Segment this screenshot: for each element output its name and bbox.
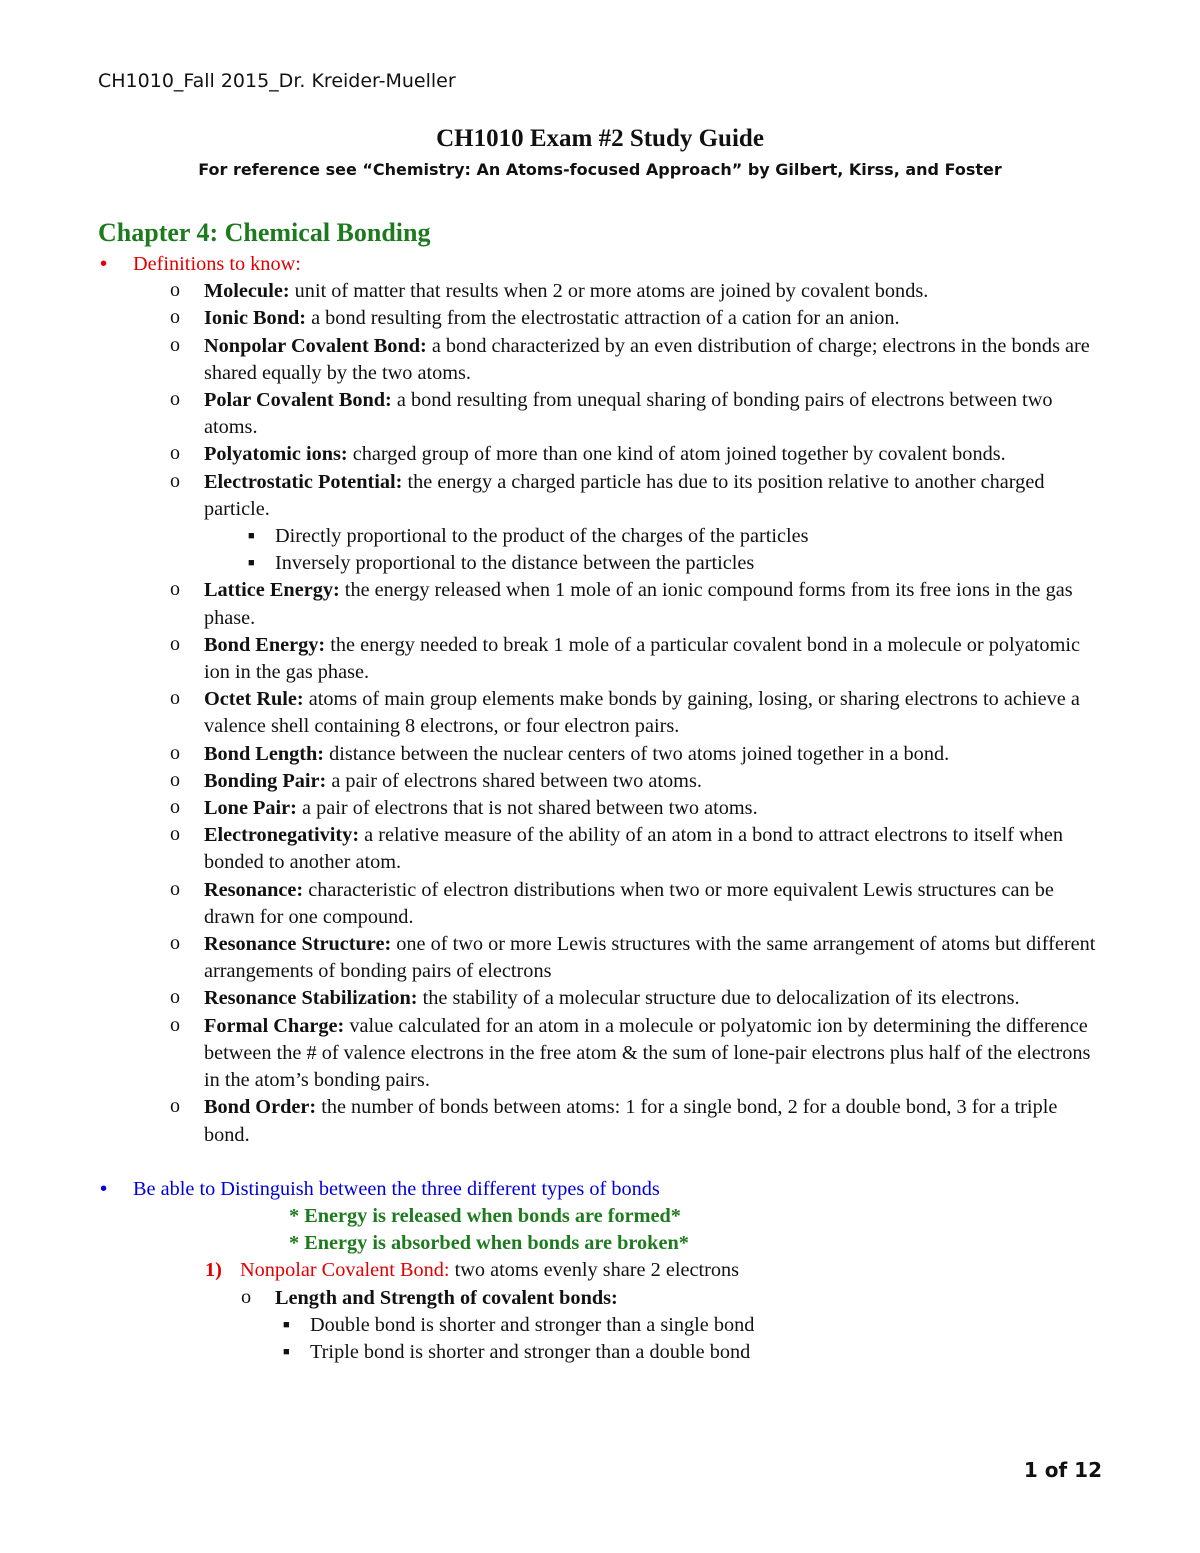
definition-text: the energy needed to break 1 mole of a particular covalent bond in a molecule or polyatomic ion in the gas phase. xyxy=(204,633,1080,684)
definition-item xyxy=(98,305,1108,332)
numbered-item-nonpolar xyxy=(98,1257,1108,1284)
definition-text: distance between the nuclear centers of two atoms joined together in a bond. xyxy=(324,742,950,765)
definition-term: Electronegativity: xyxy=(204,824,360,847)
definitions-heading: Definitions to know: xyxy=(133,253,301,275)
numbered-text: two atoms evenly share 2 electrons xyxy=(449,1259,740,1282)
square-bullet-icon: ■ xyxy=(283,1318,290,1331)
definition-item xyxy=(98,1094,1108,1148)
definitions-list xyxy=(98,278,1108,1149)
length-strength-heading: Length and Strength of covalent bonds: xyxy=(275,1286,618,1309)
definition-term: Polyatomic ions: xyxy=(204,443,348,466)
definition-item xyxy=(98,278,1108,305)
definition-term: Lone Pair: xyxy=(204,797,297,820)
circle-bullet-icon: o xyxy=(170,823,180,846)
definition-text: the energy released when 1 mole of an ionic compound forms from its free ions in the gas phase. xyxy=(204,579,1073,629)
definition-term: Bond Length: xyxy=(204,742,325,765)
definition-term: Molecule: xyxy=(204,280,290,303)
definition-item xyxy=(98,741,1108,768)
circle-bullet-icon: o xyxy=(170,279,180,302)
definition-text: a bond resulting from unequal sharing of bonding pairs of electrons between two atoms. xyxy=(204,389,1053,439)
square-bullet-icon: ■ xyxy=(283,1345,290,1358)
chapter-heading: Chapter 4: Chemical Bonding xyxy=(98,218,431,247)
circle-bullet-icon: o xyxy=(170,932,180,955)
circle-bullet-icon: o xyxy=(170,469,180,492)
definition-term: Formal Charge: xyxy=(204,1014,345,1037)
definition-term: Resonance Stabilization: xyxy=(204,987,418,1010)
definition-text: the number of bonds between atoms: 1 for a single bond, 2 for a double bond, 3 for a triple bond. xyxy=(204,1096,1058,1146)
circle-bullet-icon: o xyxy=(170,687,180,710)
circle-bullet-icon: o xyxy=(170,578,180,601)
definitions-heading-row xyxy=(98,251,1108,278)
definition-text: atoms of main group elements make bonds by gaining, losing, or sharing electrons to achieve a valence shell containing 8 electrons, or four electron pairs. xyxy=(204,688,1080,738)
document-title: CH1010 Exam #2 Study Guide xyxy=(436,125,764,152)
definition-term: Bond Energy: xyxy=(204,633,326,656)
length-strength-text: Double bond is shorter and stronger than a single bond xyxy=(310,1313,755,1336)
energy-note-absorbed: * Energy is absorbed when bonds are broken* xyxy=(289,1232,689,1255)
square-bullet-icon: ■ xyxy=(248,530,255,543)
circle-bullet-icon: o xyxy=(170,768,180,791)
definition-item xyxy=(98,877,1108,931)
definition-term: Ionic Bond: xyxy=(204,307,307,330)
definition-text: charged group of more than one kind of atom joined together by covalent bonds. xyxy=(347,443,1006,466)
length-strength-row xyxy=(98,1285,1108,1312)
circle-bullet-icon: o xyxy=(170,877,180,900)
circle-bullet-icon: o xyxy=(170,442,180,465)
definition-item xyxy=(98,333,1108,387)
document-body xyxy=(98,251,1108,1366)
definition-subpoint xyxy=(98,550,1108,577)
definition-item xyxy=(98,469,1108,523)
circle-bullet-icon: o xyxy=(170,741,180,764)
definition-text: a pair of electrons shared between two atoms. xyxy=(326,769,702,792)
definition-text: the energy a charged particle has due to its position relative to another charged particle. xyxy=(204,470,1045,520)
definition-term: Resonance: xyxy=(204,878,304,901)
definition-text: characteristic of electron distributions when two or more equivalent Lewis structures can be drawn for one compound. xyxy=(204,878,1054,928)
definition-item xyxy=(98,1013,1108,1095)
subpoint-text: Directly proportional to the product of the charges of the particles xyxy=(275,525,809,548)
bullet-icon: • xyxy=(100,1177,108,1200)
definition-text: value calculated for an atom in a molecule or polyatomic ion by determining the difference between the # of valence electrons in the free atom & the sum of lone-pair electrons plus half of the electrons in the atom’s bonding pairs. xyxy=(204,1014,1091,1092)
definition-item xyxy=(98,441,1108,468)
energy-note-released: * Energy is released when bonds are formed* xyxy=(289,1204,681,1227)
circle-bullet-icon: o xyxy=(170,333,180,356)
square-bullet-icon: ■ xyxy=(248,557,255,570)
document-subtitle: For reference see “Chemistry: An Atoms-focused Approach” by Gilbert, Kirss, and Foster xyxy=(198,160,1002,179)
definition-text: a bond resulting from the electrostatic attraction of a cation for an anion. xyxy=(306,307,900,330)
item-number: 1) xyxy=(205,1259,222,1282)
circle-bullet-icon: o xyxy=(170,796,180,819)
definition-text: the stability of a molecular structure due to delocalization of its electrons. xyxy=(417,987,1020,1010)
definition-item xyxy=(98,387,1108,441)
definition-item xyxy=(98,822,1108,876)
definition-term: Bonding Pair: xyxy=(204,769,327,792)
definition-item xyxy=(98,985,1108,1012)
length-strength-item xyxy=(98,1339,1108,1366)
page-number: 1 of 12 xyxy=(1023,1458,1102,1482)
circle-bullet-icon: o xyxy=(170,1095,180,1118)
definition-term: Resonance Structure: xyxy=(204,933,392,956)
circle-bullet-icon: o xyxy=(170,632,180,655)
numbered-term: Nonpolar Covalent Bond: xyxy=(240,1259,450,1282)
subpoint-text: Inversely proportional to the distance between the particles xyxy=(275,552,755,575)
definition-term: Octet Rule: xyxy=(204,688,304,711)
definition-text: a relative measure of the ability of an atom in a bond to attract electrons to itself when bonded to another atom. xyxy=(204,824,1064,874)
definition-item xyxy=(98,768,1108,795)
definition-text: one of two or more Lewis structures with the same arrangement of atoms but different arrangements of bonding pairs of electrons xyxy=(204,933,1096,983)
definition-term: Polar Covalent Bond: xyxy=(204,389,392,412)
definition-item xyxy=(98,632,1108,686)
definition-text: unit of matter that results when 2 or more atoms are joined by covalent bonds. xyxy=(289,280,929,303)
definition-term: Bond Order: xyxy=(204,1096,317,1119)
length-strength-item xyxy=(98,1312,1108,1339)
circle-bullet-icon: o xyxy=(170,986,180,1009)
circle-bullet-icon: o xyxy=(241,1285,252,1308)
definition-item xyxy=(98,686,1108,740)
circle-bullet-icon: o xyxy=(170,306,180,329)
definition-item xyxy=(98,931,1108,985)
distinguish-heading-row xyxy=(98,1176,1108,1203)
running-header: CH1010_Fall 2015_Dr. Kreider-Mueller xyxy=(98,70,456,92)
definition-item xyxy=(98,795,1108,822)
definition-text: a pair of electrons that is not shared between two atoms. xyxy=(296,797,758,820)
definition-term: Lattice Energy: xyxy=(204,579,340,602)
definition-term: Nonpolar Covalent Bond: xyxy=(204,334,427,357)
circle-bullet-icon: o xyxy=(170,388,180,411)
distinguish-heading: Be able to Distinguish between the three different types of bonds xyxy=(133,1177,660,1200)
definition-subpoint xyxy=(98,523,1108,550)
length-strength-text: Triple bond is shorter and stronger than a double bond xyxy=(310,1340,751,1363)
definition-term: Electrostatic Potential: xyxy=(204,470,403,493)
circle-bullet-icon: o xyxy=(170,1013,180,1036)
bullet-icon: • xyxy=(100,253,108,275)
definition-text: a bond characterized by an even distribution of charge; electrons in the bonds are shared equally by the two atoms. xyxy=(204,334,1090,384)
definition-item xyxy=(98,577,1108,631)
